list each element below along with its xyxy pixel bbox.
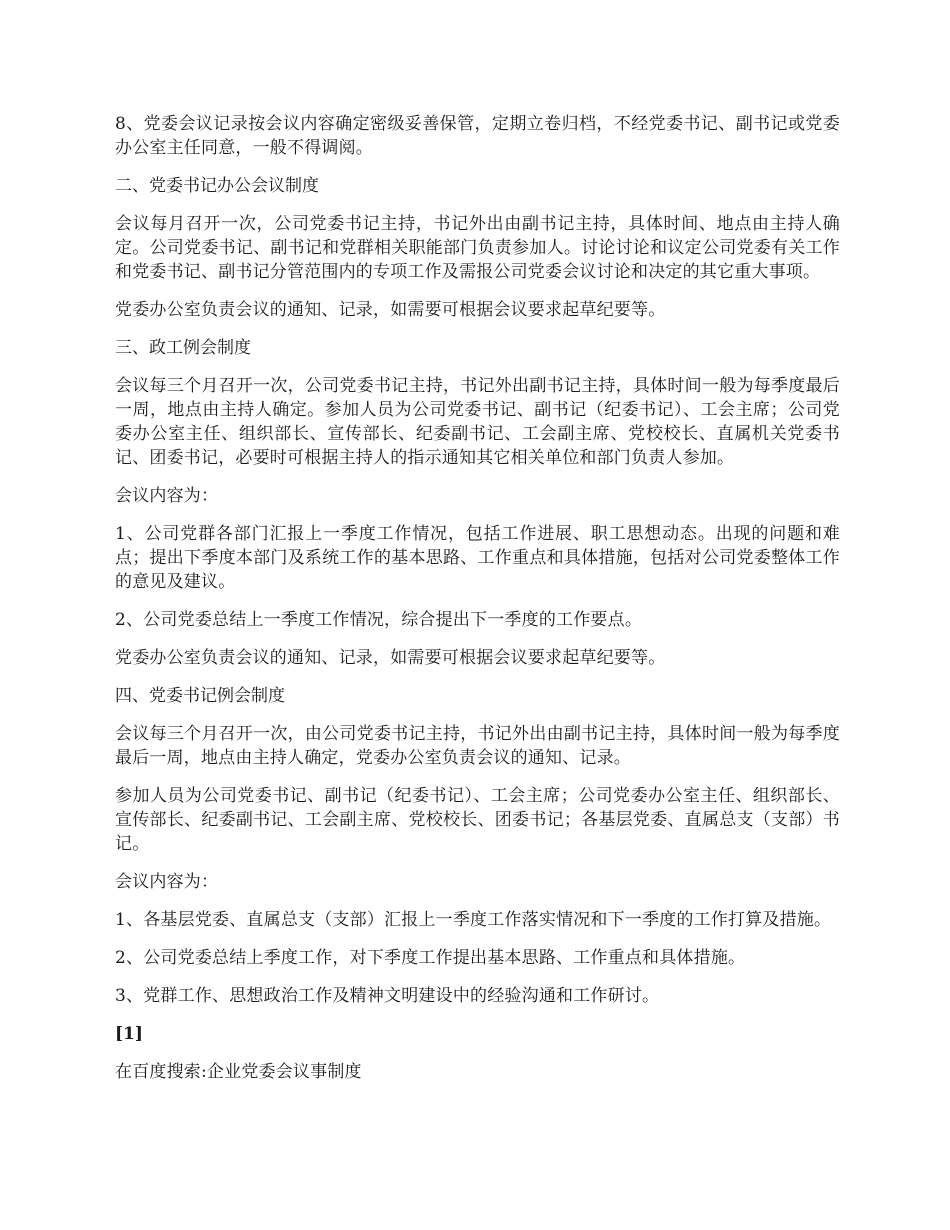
reference-marker: [1]	[115, 1024, 143, 1044]
section-heading-political-meeting: 三、政工例会制度	[115, 338, 251, 358]
paragraph-regular-item-2: 2、公司党委总结上季度工作，对下季度工作提出基本思路、工作重点和具体措施。	[115, 948, 746, 968]
paragraph-office-notice: 党委办公室负责会议的通知、记录，如需要可根据会议要求起草纪要等。	[115, 300, 666, 320]
paragraph-regular-meeting-details: 会议每三个月召开一次，由公司党委书记主持，书记外出由副书记主持，具体时间一般为每季度最后一周，地点由主持人确定，党委办公室负责会议的通知、记录。	[115, 724, 840, 768]
paragraph-political-meeting-details: 会议每三个月召开一次，公司党委书记主持，书记外出副书记主持，具体时间一般为每季度最后一周，地点由主持人确定。参加人员为公司党委书记、副书记（纪委书记）、工会主席；公司党委办公室主任、组织部长、宣传部长、纪委副书记、工会副主席、党校校长、直属机关党委书记、团委书记，必要时可根据主持人的指示通知其它相关单位和部门负责人参加。	[115, 376, 840, 468]
paragraph-archive-rule: 8、党委会议记录按会议内容确定密级妥善保管，定期立卷归档，不经党委书记、副书记或党委办公室主任同意，一般不得调阅。	[115, 114, 840, 158]
paragraph-regular-item-1: 1、各基层党委、直属总支（支部）汇报上一季度工作落实情况和下一季度的工作打算及措施。	[115, 910, 832, 930]
section-heading-secretary-regular-meeting: 四、党委书记例会制度	[115, 686, 285, 706]
search-hint-text: 在百度搜索:企业党委会议事制度	[115, 1062, 362, 1082]
document-page	[115, 112, 840, 1098]
paragraph-participants: 参加人员为公司党委书记、副书记（纪委书记）、工会主席；公司党委办公室主任、组织部长、宣传部长、纪委副书记、工会副主席、党校校长、团委书记；各基层党委、直属总支（支部）书记。	[115, 786, 840, 854]
paragraph-office-meeting-details: 会议每月召开一次，公司党委书记主持，书记外出由副书记主持，具体时间、地点由主持人确定。公司党委书记、副书记和党群相关职能部门负责参加人。讨论讨论和议定公司党委有关工作和党委书记、副书记分管范围内的专项工作及需报公司党委会议讨论和决定的其它重大事项。	[115, 214, 840, 282]
paragraph-content-item-2: 2、公司党委总结上一季度工作情况，综合提出下一季度的工作要点。	[115, 610, 643, 630]
paragraph-content-item-1: 1、公司党群各部门汇报上一季度工作情况，包括工作进展、职工思想动态。出现的问题和难点；提出下季度本部门及系统工作的基本思路、工作重点和具体措施，包括对公司党委整体工作的意见及建议。	[115, 524, 840, 592]
paragraph-meeting-content-label: 会议内容为：	[115, 486, 219, 506]
paragraph-meeting-content-label-2: 会议内容为：	[115, 872, 219, 892]
section-heading-secretary-office-meeting: 二、党委书记办公会议制度	[115, 176, 319, 196]
paragraph-regular-item-3: 3、党群工作、思想政治工作及精神文明建设中的经验沟通和工作研讨。	[115, 986, 660, 1006]
paragraph-office-notice-2: 党委办公室负责会议的通知、记录，如需要可根据会议要求起草纪要等。	[115, 648, 666, 668]
